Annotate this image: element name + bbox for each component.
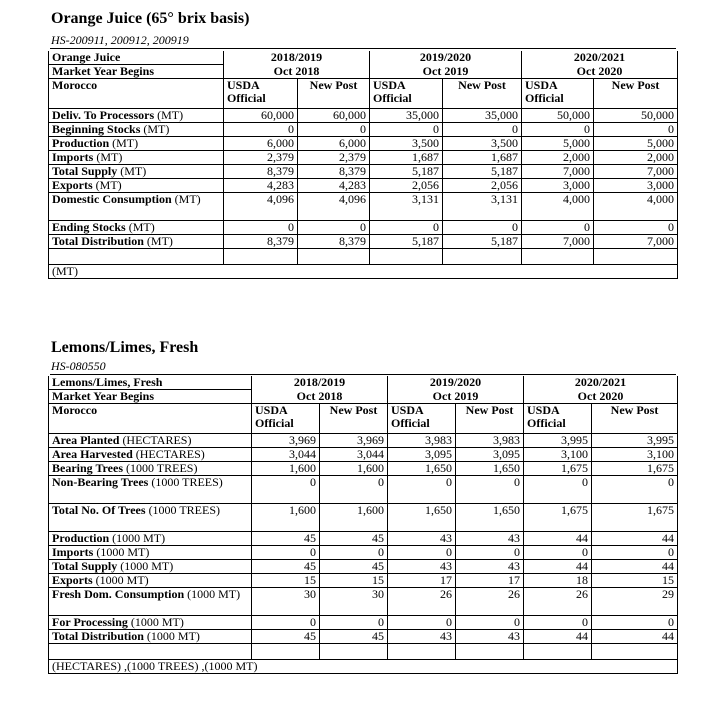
- ll-data-row: [49, 504, 678, 532]
- oj-myb-label: Market Year Begins: [49, 65, 224, 79]
- ll-value-cell: 43: [456, 630, 524, 644]
- oj-blank-row: [49, 249, 678, 265]
- oj-value-cell: 5,187: [370, 235, 443, 249]
- ll-blank-row: [49, 644, 678, 660]
- ll-value-cell: 44: [592, 532, 678, 546]
- oj-value-cell: 2,000: [522, 151, 594, 165]
- ll-value-cell: 45: [252, 532, 320, 546]
- ll-row-label: Total Supply (1000 MT): [49, 560, 252, 574]
- ll-row-label: Area Planted (HECTARES): [49, 434, 252, 448]
- ll-data-row: [49, 434, 678, 448]
- ll-value-cell: 0: [388, 546, 456, 560]
- ll-commodity-label: Lemons/Limes, Fresh: [49, 376, 252, 390]
- oj-value-cell: 0: [370, 123, 443, 137]
- oj-hs-code: HS-200911, 200912, 200919: [51, 33, 189, 47]
- oj-data-row: [49, 123, 678, 137]
- ll-value-cell: 0: [320, 546, 388, 560]
- ll-data-row: [49, 630, 678, 644]
- oj-row-label: Exports (MT): [49, 179, 224, 193]
- ll-psd-table: [48, 376, 678, 674]
- ll-value-cell: 0: [456, 476, 524, 504]
- oj-value-cell: 7,000: [522, 235, 594, 249]
- oj-psd-table: [48, 51, 678, 279]
- oj-data-row: [49, 221, 678, 235]
- ll-value-cell: 0: [524, 546, 592, 560]
- oj-divider: [50, 48, 676, 49]
- oj-country-label: Morocco: [49, 79, 224, 109]
- oj-data-row: [49, 137, 678, 151]
- ll-row-label: Area Harvested (HECTARES): [49, 448, 252, 462]
- ll-row-label: Fresh Dom. Consumption (1000 MT): [49, 588, 252, 616]
- ll-value-cell: 17: [388, 574, 456, 588]
- oj-value-cell: 6,000: [298, 137, 370, 151]
- ll-value-cell: 18: [524, 574, 592, 588]
- oj-value-cell: 8,379: [224, 235, 298, 249]
- oj-value-cell: 7,000: [594, 165, 678, 179]
- oj-data-row: [49, 193, 678, 221]
- ll-value-cell: 0: [252, 476, 320, 504]
- ll-year-1: 2019/2020: [388, 376, 524, 390]
- oj-header-row-1: [49, 51, 678, 65]
- oj-value-cell: 4,000: [594, 193, 678, 221]
- ll-footnote: (HECTARES) ,(1000 TREES) ,(1000 MT): [49, 660, 678, 674]
- oj-value-cell: 2,379: [224, 151, 298, 165]
- ll-value-cell: 1,650: [388, 462, 456, 476]
- ll-myb-label: Market Year Begins: [49, 390, 252, 404]
- ll-data-row: [49, 462, 678, 476]
- ll-divider: [50, 374, 676, 375]
- ll-value-cell: 43: [388, 630, 456, 644]
- oj-data-row: [49, 179, 678, 193]
- ll-row-label: Production (1000 MT): [49, 532, 252, 546]
- ll-value-cell: 0: [524, 476, 592, 504]
- oj-commodity-label: Orange Juice: [49, 51, 224, 65]
- ll-value-cell: 0: [320, 616, 388, 630]
- ll-value-cell: 3,044: [252, 448, 320, 462]
- ll-row-label: For Processing (1000 MT): [49, 616, 252, 630]
- oj-year-0: 2018/2019: [224, 51, 370, 65]
- ll-row-label: Exports (1000 MT): [49, 574, 252, 588]
- ll-begin-0: Oct 2018: [252, 390, 388, 404]
- oj-row-label: Imports (MT): [49, 151, 224, 165]
- oj-value-cell: 5,000: [522, 137, 594, 151]
- oj-value-cell: 0: [224, 123, 298, 137]
- oj-value-cell: 4,096: [224, 193, 298, 221]
- oj-value-cell: 3,000: [522, 179, 594, 193]
- ll-value-cell: 3,100: [524, 448, 592, 462]
- ll-value-cell: 15: [252, 574, 320, 588]
- ll-value-cell: 45: [320, 630, 388, 644]
- ll-value-cell: 0: [592, 476, 678, 504]
- oj-value-cell: 2,000: [594, 151, 678, 165]
- oj-value-cell: 2,056: [443, 179, 522, 193]
- ll-value-cell: 45: [320, 560, 388, 574]
- ll-begin-1: Oct 2019: [388, 390, 524, 404]
- ll-row-label: Total Distribution (1000 MT): [49, 630, 252, 644]
- ll-country-label: Morocco: [49, 404, 252, 434]
- ll-row-label: Non-Bearing Trees (1000 TREES): [49, 476, 252, 504]
- oj-row-label: Domestic Consumption (MT): [49, 193, 224, 221]
- oj-value-cell: 4,283: [298, 179, 370, 193]
- oj-value-cell: 7,000: [594, 235, 678, 249]
- ll-value-cell: 26: [388, 588, 456, 616]
- ll-value-cell: 44: [592, 630, 678, 644]
- oj-row-label: Total Distribution (MT): [49, 235, 224, 249]
- ll-value-cell: 0: [524, 616, 592, 630]
- ll-value-cell: 1,600: [320, 462, 388, 476]
- oj-row-label: Production (MT): [49, 137, 224, 151]
- oj-value-cell: 35,000: [443, 109, 522, 123]
- ll-value-cell: 3,983: [456, 434, 524, 448]
- oj-value-cell: 0: [522, 221, 594, 235]
- ll-value-cell: 0: [456, 616, 524, 630]
- ll-value-cell: 0: [388, 616, 456, 630]
- ll-data-row: [49, 546, 678, 560]
- oj-value-cell: 8,379: [298, 235, 370, 249]
- oj-row-label: Deliv. To Processors (MT): [49, 109, 224, 123]
- ll-value-cell: 0: [252, 616, 320, 630]
- oj-col-newpost-2: New Post: [594, 79, 678, 109]
- ll-value-cell: 1,600: [320, 504, 388, 532]
- ll-header-row-1: [49, 376, 678, 390]
- oj-value-cell: 5,187: [443, 235, 522, 249]
- ll-value-cell: 43: [456, 532, 524, 546]
- ll-value-cell: 29: [592, 588, 678, 616]
- ll-data-row: [49, 448, 678, 462]
- ll-value-cell: 1,675: [524, 504, 592, 532]
- ll-value-cell: 43: [388, 560, 456, 574]
- oj-value-cell: 3,000: [594, 179, 678, 193]
- oj-header-row-2: [49, 65, 678, 79]
- ll-value-cell: 43: [456, 560, 524, 574]
- oj-value-cell: 3,131: [370, 193, 443, 221]
- oj-value-cell: 8,379: [224, 165, 298, 179]
- ll-value-cell: 43: [388, 532, 456, 546]
- oj-footnote: (MT): [49, 265, 678, 279]
- ll-value-cell: 44: [524, 630, 592, 644]
- ll-year-0: 2018/2019: [252, 376, 388, 390]
- oj-value-cell: 0: [522, 123, 594, 137]
- ll-value-cell: 45: [252, 560, 320, 574]
- ll-value-cell: 3,995: [592, 434, 678, 448]
- ll-value-cell: 3,044: [320, 448, 388, 462]
- ll-col-newpost-0: New Post: [320, 404, 388, 434]
- oj-value-cell: 0: [298, 123, 370, 137]
- oj-value-cell: 4,096: [298, 193, 370, 221]
- ll-value-cell: 15: [592, 574, 678, 588]
- oj-value-cell: 1,687: [370, 151, 443, 165]
- oj-value-cell: 60,000: [298, 109, 370, 123]
- oj-value-cell: 0: [443, 221, 522, 235]
- ll-value-cell: 45: [320, 532, 388, 546]
- ll-value-cell: 26: [456, 588, 524, 616]
- oj-value-cell: 50,000: [522, 109, 594, 123]
- oj-value-cell: 50,000: [594, 109, 678, 123]
- oj-value-cell: 3,500: [370, 137, 443, 151]
- ll-value-cell: 1,675: [524, 462, 592, 476]
- oj-value-cell: 0: [370, 221, 443, 235]
- oj-value-cell: 0: [443, 123, 522, 137]
- oj-value-cell: 6,000: [224, 137, 298, 151]
- ll-col-usda-2: USDA Official: [524, 404, 592, 434]
- ll-value-cell: 1,650: [456, 504, 524, 532]
- oj-value-cell: 5,000: [594, 137, 678, 151]
- ll-value-cell: 44: [524, 560, 592, 574]
- oj-data-row: [49, 151, 678, 165]
- oj-value-cell: 7,000: [522, 165, 594, 179]
- ll-value-cell: 30: [252, 588, 320, 616]
- oj-data-row: [49, 235, 678, 249]
- oj-col-usda-2: USDA Official: [522, 79, 594, 109]
- oj-begin-2: Oct 2020: [522, 65, 678, 79]
- oj-value-cell: 3,131: [443, 193, 522, 221]
- ll-value-cell: 1,600: [252, 504, 320, 532]
- oj-value-cell: 3,500: [443, 137, 522, 151]
- oj-value-cell: 2,056: [370, 179, 443, 193]
- ll-header-row-2: [49, 390, 678, 404]
- ll-value-cell: 0: [592, 546, 678, 560]
- ll-col-usda-1: USDA Official: [388, 404, 456, 434]
- oj-data-row: [49, 165, 678, 179]
- oj-value-cell: 4,283: [224, 179, 298, 193]
- oj-header-row-3: [49, 79, 678, 109]
- ll-value-cell: 0: [592, 616, 678, 630]
- ll-value-cell: 45: [252, 630, 320, 644]
- oj-value-cell: 35,000: [370, 109, 443, 123]
- oj-col-newpost-1: New Post: [443, 79, 522, 109]
- ll-data-row: [49, 588, 678, 616]
- ll-header-row-3: [49, 404, 678, 434]
- ll-hs-code: HS-080550: [51, 359, 106, 373]
- ll-data-row: [49, 560, 678, 574]
- oj-value-cell: 0: [298, 221, 370, 235]
- ll-data-row: [49, 532, 678, 546]
- ll-value-cell: 15: [320, 574, 388, 588]
- oj-value-cell: 4,000: [522, 193, 594, 221]
- ll-footnote-row: [49, 660, 678, 674]
- ll-value-cell: 0: [388, 476, 456, 504]
- ll-value-cell: 1,650: [456, 462, 524, 476]
- oj-year-1: 2019/2020: [370, 51, 522, 65]
- ll-value-cell: 3,995: [524, 434, 592, 448]
- oj-col-newpost-0: New Post: [298, 79, 370, 109]
- ll-value-cell: 3,095: [456, 448, 524, 462]
- ll-row-label: Bearing Trees (1000 TREES): [49, 462, 252, 476]
- ll-year-2: 2020/2021: [524, 376, 678, 390]
- ll-value-cell: 44: [592, 560, 678, 574]
- oj-title: Orange Juice (65° brix basis): [51, 10, 250, 27]
- ll-value-cell: 44: [524, 532, 592, 546]
- ll-value-cell: 17: [456, 574, 524, 588]
- ll-value-cell: 26: [524, 588, 592, 616]
- ll-title: Lemons/Limes, Fresh: [51, 339, 199, 356]
- oj-row-label: Ending Stocks (MT): [49, 221, 224, 235]
- ll-value-cell: 3,095: [388, 448, 456, 462]
- ll-col-usda-0: USDA Official: [252, 404, 320, 434]
- ll-value-cell: 3,100: [592, 448, 678, 462]
- ll-data-row: [49, 476, 678, 504]
- oj-begin-1: Oct 2019: [370, 65, 522, 79]
- ll-data-row: [49, 616, 678, 630]
- oj-value-cell: 0: [594, 221, 678, 235]
- oj-value-cell: 0: [594, 123, 678, 137]
- oj-value-cell: 0: [224, 221, 298, 235]
- oj-footnote-row: [49, 265, 678, 279]
- oj-begin-0: Oct 2018: [224, 65, 370, 79]
- ll-value-cell: 1,675: [592, 504, 678, 532]
- ll-begin-2: Oct 2020: [524, 390, 678, 404]
- ll-value-cell: 0: [252, 546, 320, 560]
- ll-value-cell: 0: [320, 476, 388, 504]
- ll-value-cell: 1,600: [252, 462, 320, 476]
- oj-value-cell: 5,187: [370, 165, 443, 179]
- oj-value-cell: 1,687: [443, 151, 522, 165]
- oj-value-cell: 5,187: [443, 165, 522, 179]
- ll-value-cell: 30: [320, 588, 388, 616]
- oj-data-row: [49, 109, 678, 123]
- oj-col-usda-0: USDA Official: [224, 79, 298, 109]
- oj-col-usda-1: USDA Official: [370, 79, 443, 109]
- ll-row-label: Imports (1000 MT): [49, 546, 252, 560]
- ll-row-label: Total No. Of Trees (1000 TREES): [49, 504, 252, 532]
- oj-value-cell: 8,379: [298, 165, 370, 179]
- ll-value-cell: 0: [456, 546, 524, 560]
- oj-row-label: Beginning Stocks (MT): [49, 123, 224, 137]
- oj-year-2: 2020/2021: [522, 51, 678, 65]
- ll-data-row: [49, 574, 678, 588]
- ll-col-newpost-2: New Post: [592, 404, 678, 434]
- ll-col-newpost-1: New Post: [456, 404, 524, 434]
- ll-value-cell: 1,650: [388, 504, 456, 532]
- ll-value-cell: 1,675: [592, 462, 678, 476]
- ll-value-cell: 3,969: [252, 434, 320, 448]
- oj-row-label: Total Supply (MT): [49, 165, 224, 179]
- ll-value-cell: 3,969: [320, 434, 388, 448]
- oj-value-cell: 60,000: [224, 109, 298, 123]
- ll-value-cell: 3,983: [388, 434, 456, 448]
- oj-value-cell: 2,379: [298, 151, 370, 165]
